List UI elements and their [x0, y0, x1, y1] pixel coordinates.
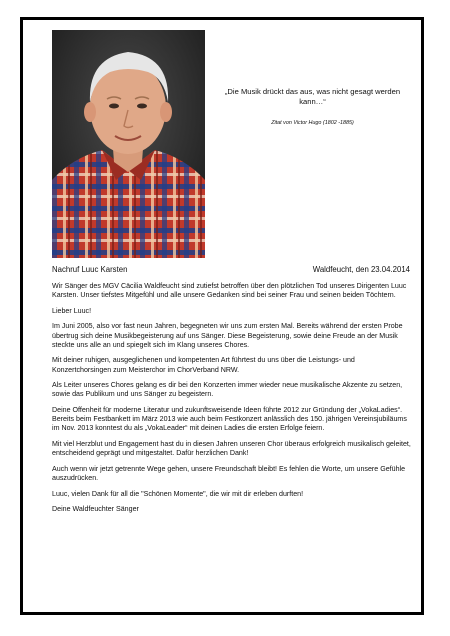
quote-text: „Die Musik drückt das aus, was nicht gesagt werden kann…“ — [224, 87, 401, 106]
paragraph: Lieber Luuc! — [52, 306, 92, 315]
paragraph: Mit deiner ruhigen, ausgeglichenen und kompetenten Art führtest du uns über die Leistungs- und Konzertchorsingen zum Meisterchor im ChorVerband NRW. — [52, 356, 355, 374]
signature-line: Deine Waldfeuchter Sänger — [52, 505, 139, 514]
paragraph: Im Juni 2005, also vor fast neun Jahren, begegneten wir uns zum ersten Mal. Bereits während der ersten Probe übertrug sich deine Musikbegeisterung auf uns Sänger. Diese Begeisterung, sowie deine Freude an der Musik steckte uns alle an und spiegelt sich im Klang unseres Chores. — [52, 322, 403, 349]
place-date: Waldfeucht, den 23.04.2014 — [312, 265, 410, 274]
headline-row — [52, 265, 410, 274]
obituary-title: Nachruf Luuc Karsten — [52, 265, 128, 274]
portrait-photo — [52, 30, 205, 258]
quote-source: Zitat von Victor Hugo (1802 -1885) — [271, 120, 354, 126]
paragraph: Deine Offenheit für moderne Literatur und zukunftsweisende Ideen führte 2012 zur Gründung der „VokaLadies“. Bereits beim Festbankett im März 2013 wie auch beim Festkonzert anlässlich des 150. jährigen Vereinsjubiläums im Nov. 2013 konntest du als „VokaLeader“ mit deinen Ladies die ersten Erfolge feiern. — [52, 405, 407, 433]
paragraph: Auch wenn wir jetzt getrennte Wege gehen, unsere Freundschaft bleibt! Es fehlen die Worte, um unsere Gefühle auszudrücken. — [52, 464, 406, 482]
paragraph: Als Leiter unseres Chores gelang es dir bei den Konzerten immer wieder neue musikalische Akzente zu setzen, sowie das Publikum und uns Sänger zu begeistern. — [52, 381, 403, 399]
paragraph: Luuc, vielen Dank für all die "Schönen Momente", die wir mit dir erleben durften! — [52, 489, 304, 498]
obituary-body — [52, 282, 412, 521]
paragraph: Wir Sänger des MGV Cäcilia Waldfeucht sind zutiefst betroffen über den plötzlichen Tod unseres Dirigenten Luuc Karsten. Unser tiefstes Mitgefühl und alle unsere Gedanken sind bei seiner Frau und seinen beiden Töchtern. — [52, 282, 407, 300]
paragraph: Mit viel Herzblut und Engagement hast du in diesen Jahren unseren Chor überaus erfolgreich musikalisch geleitet, entscheidend geprägt und mitgestaltet. Dafür herzlichen Dank! — [52, 439, 411, 458]
